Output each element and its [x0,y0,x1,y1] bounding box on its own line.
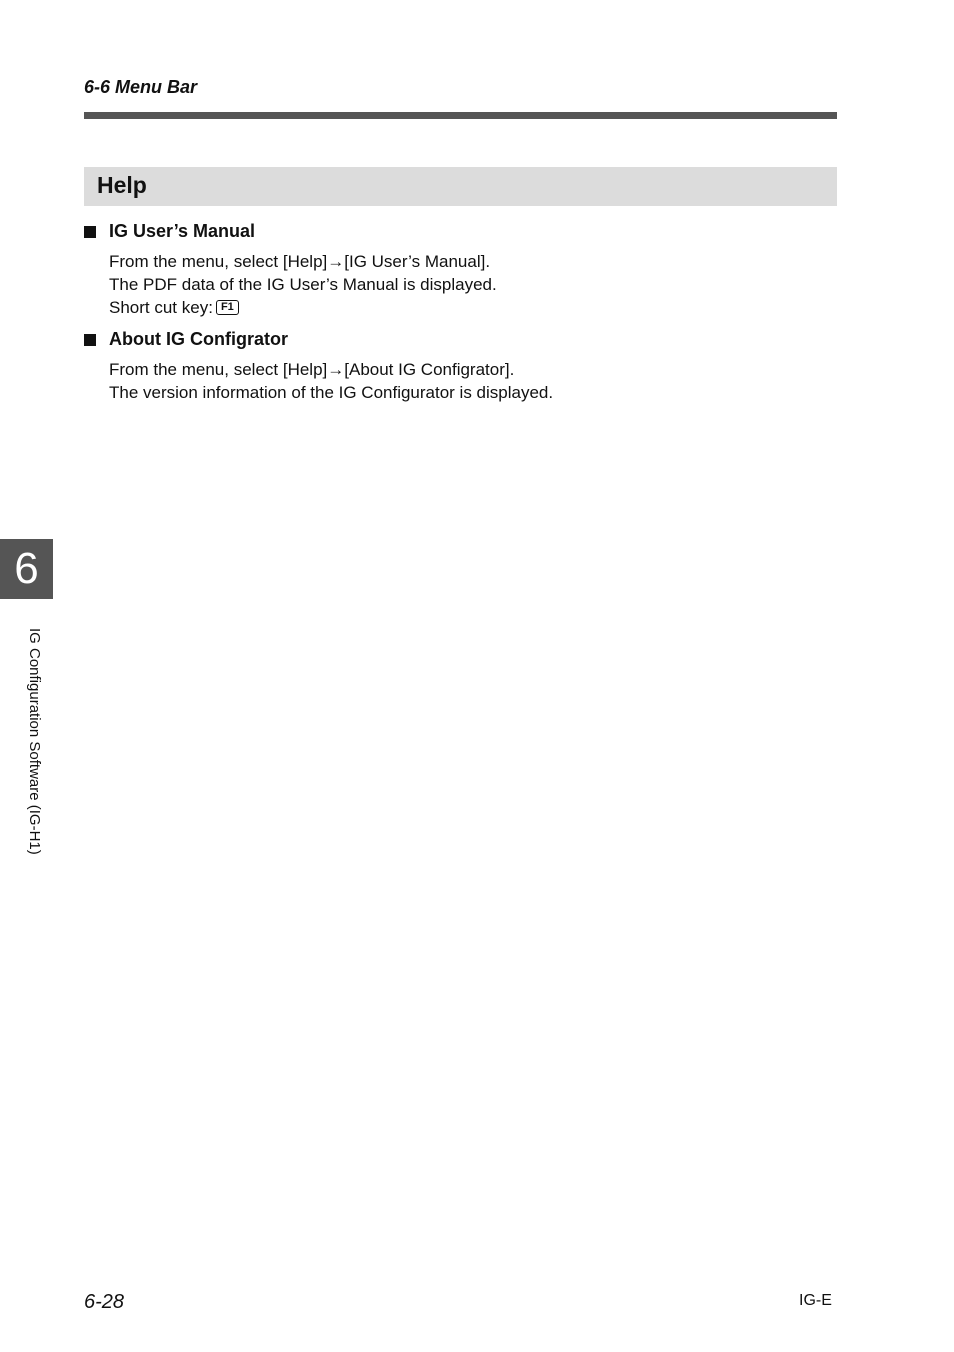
item-heading-about [84,329,288,350]
page-header-title: 6-6 Menu Bar [84,77,198,97]
doc-code: IG-E [799,1292,832,1309]
body-line: From the menu, select [Help]→[IG User’s Manual]. [109,252,491,271]
f1-key-icon: F1 [216,300,239,315]
item-heading-users-manual [84,221,255,242]
body-line: From the menu, select [Help]→[About IG Configrator]. [109,360,515,379]
section-title: Help [97,172,147,198]
shortcut-line [109,298,239,318]
item-heading-text: About IG Configrator [109,329,288,349]
side-chapter-label: IG Configuration Software (IG-H1) [26,628,43,855]
shortcut-label: Short cut key: [109,298,213,317]
page-number: 6-28 [84,1291,125,1313]
square-bullet-icon [84,334,96,346]
body-line: The version information of the IG Configurator is displayed. [109,383,554,402]
square-bullet-icon [84,226,96,238]
chapter-tab: 6 [0,539,53,599]
header-rule [84,112,837,119]
section-heading-bar [84,167,837,206]
body-line: The PDF data of the IG User’s Manual is displayed. [109,275,497,294]
item-heading-text: IG User’s Manual [109,221,256,241]
